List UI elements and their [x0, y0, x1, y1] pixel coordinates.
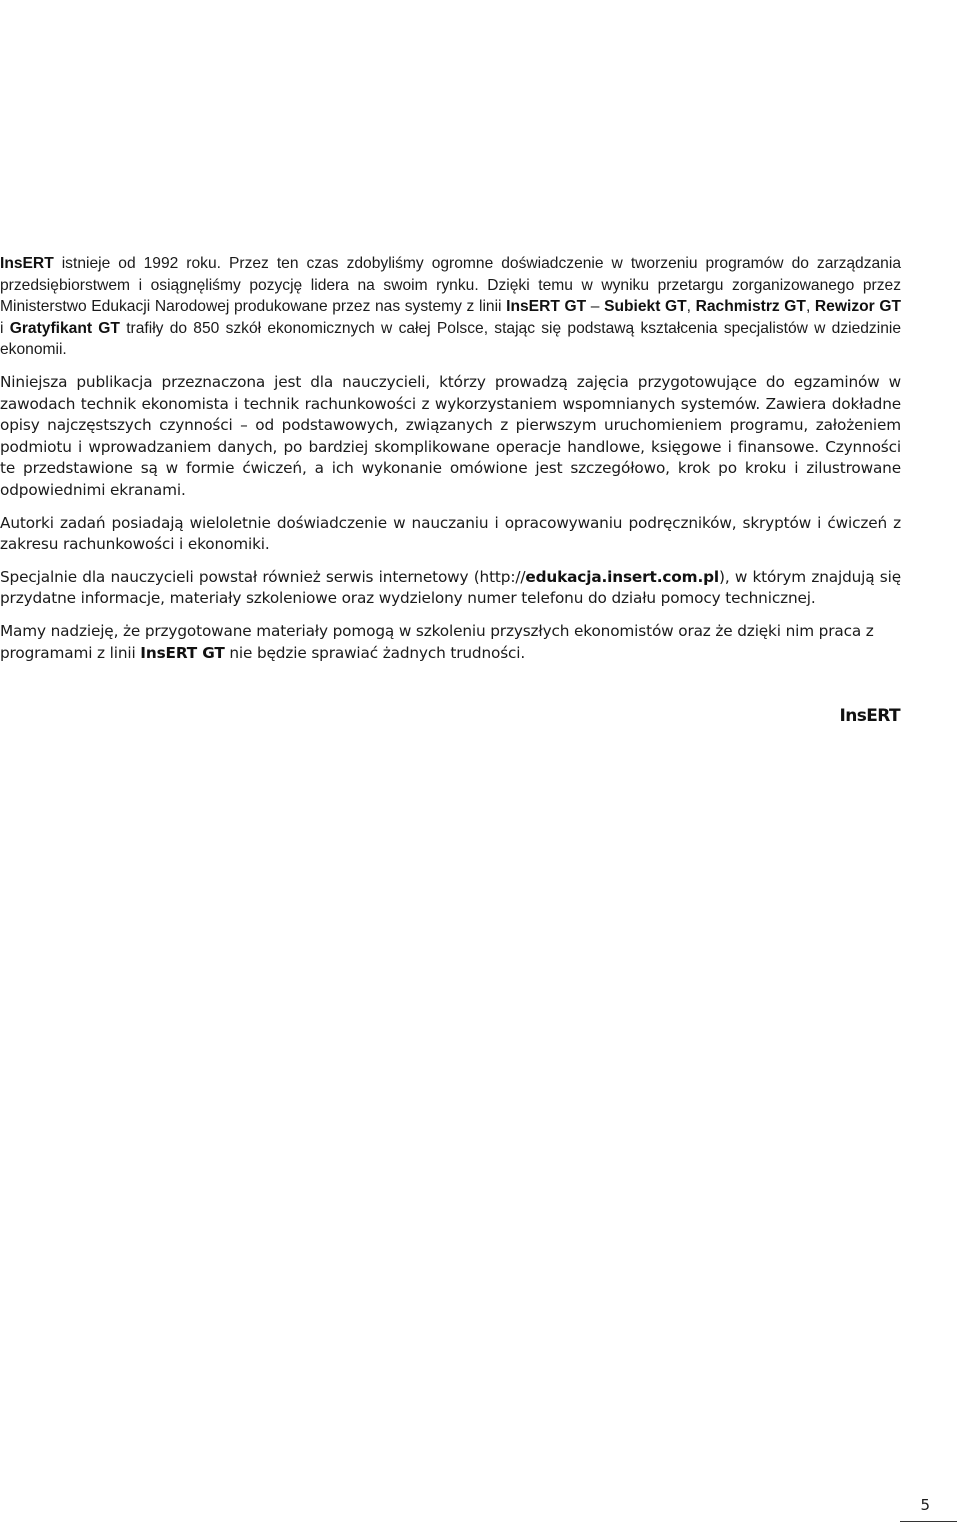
closing-product-line: InsERT GT — [140, 643, 225, 662]
intro-paragraph — [0, 253, 901, 361]
product-line-name: InsERT GT — [506, 298, 587, 316]
product-rewizor: Rewizor GT — [814, 298, 901, 316]
intro-dash: – — [586, 298, 605, 316]
intro-separator-3: i — [0, 319, 10, 337]
service-text-after: ), w którym znajdują się przydatne informacje, materiały szkoleniowe oraz wydzielony numer telefonu do działu pomocy technicznej. — [0, 567, 901, 608]
product-rachmistrz: Rachmistrz GT — [695, 298, 806, 316]
page-number: 5 — [920, 1496, 930, 1514]
purpose-paragraph: Niniejsza publikacja przeznaczona jest dla nauczycieli, którzy prowadzą zajęcia przygotowujące do egzaminów w zawodach technik ekonomista i technik rachunkowości z wykorzystaniem wspomnianych systemów. Zawiera dokładne opisy najczęstszych czynności – od podstawowych, związanych z pierwszym uruchomieniem programu, założeniem podmiotu i wprowadzaniem danych, po bardziej skomplikowane operacje handlowe, księgowe i finansowe. Czynności te przedstawione są w formie ćwiczeń, a ich wykonanie omówione jest szczegółowo, krok po kroku i zilustrowane odpowiednimi ekranami. — [0, 372, 901, 499]
closing-text-part-2: nie będzie sprawiać żadnych trudności. — [224, 643, 526, 662]
page-number-rule — [900, 1521, 957, 1522]
main-text — [0, 253, 901, 675]
closing-text-part-1: Mamy nadzieję, że przygotowane materiały pomogą w szkoleniu przyszłych ekonomistów oraz że dzięki nim praca z programami z linii — [0, 621, 874, 662]
intro-separator-2: , — [805, 298, 815, 316]
signature-logo: InsERT — [839, 706, 900, 726]
intro-separator-1: , — [686, 298, 696, 316]
authors-paragraph: Autorki zadań posiadają wieloletnie doświadczenie w nauczaniu i opracowywaniu podręczników, skryptów i ćwiczeń z zakresu rachunkowości i ekonomiki. — [0, 513, 901, 554]
intro-text-part-1: istnieje od 1992 roku. Przez ten czas zdobyliśmy ogromne doświadczenie w tworzeniu programów do zarządzania przedsiębiorstwem i osiągnęliśmy pozycję lidera na swoim rynku. Dzięki temu w wyniku przetargu zorganizowanego przez Ministerstwo Edukacji Narodowej produkowane przez nas systemy z linii — [0, 255, 901, 316]
closing-paragraph — [0, 621, 901, 664]
product-gratyfikant: Gratyfikant GT — [9, 319, 120, 337]
service-paragraph — [0, 567, 901, 610]
brand-name: InsERT — [0, 255, 54, 272]
product-subiekt: Subiekt GT — [604, 298, 687, 316]
service-text-before: Specjalnie dla nauczycieli powstał również serwis internetowy (http:// — [0, 567, 526, 586]
service-url[interactable]: edukacja.insert.com.pl — [525, 567, 719, 586]
intro-text-part-2: trafiły do 850 szkół ekonomicznych w całej Polsce, stając się podstawą kształcenia specjalistów w dziedzinie ekonomii. — [0, 319, 901, 359]
